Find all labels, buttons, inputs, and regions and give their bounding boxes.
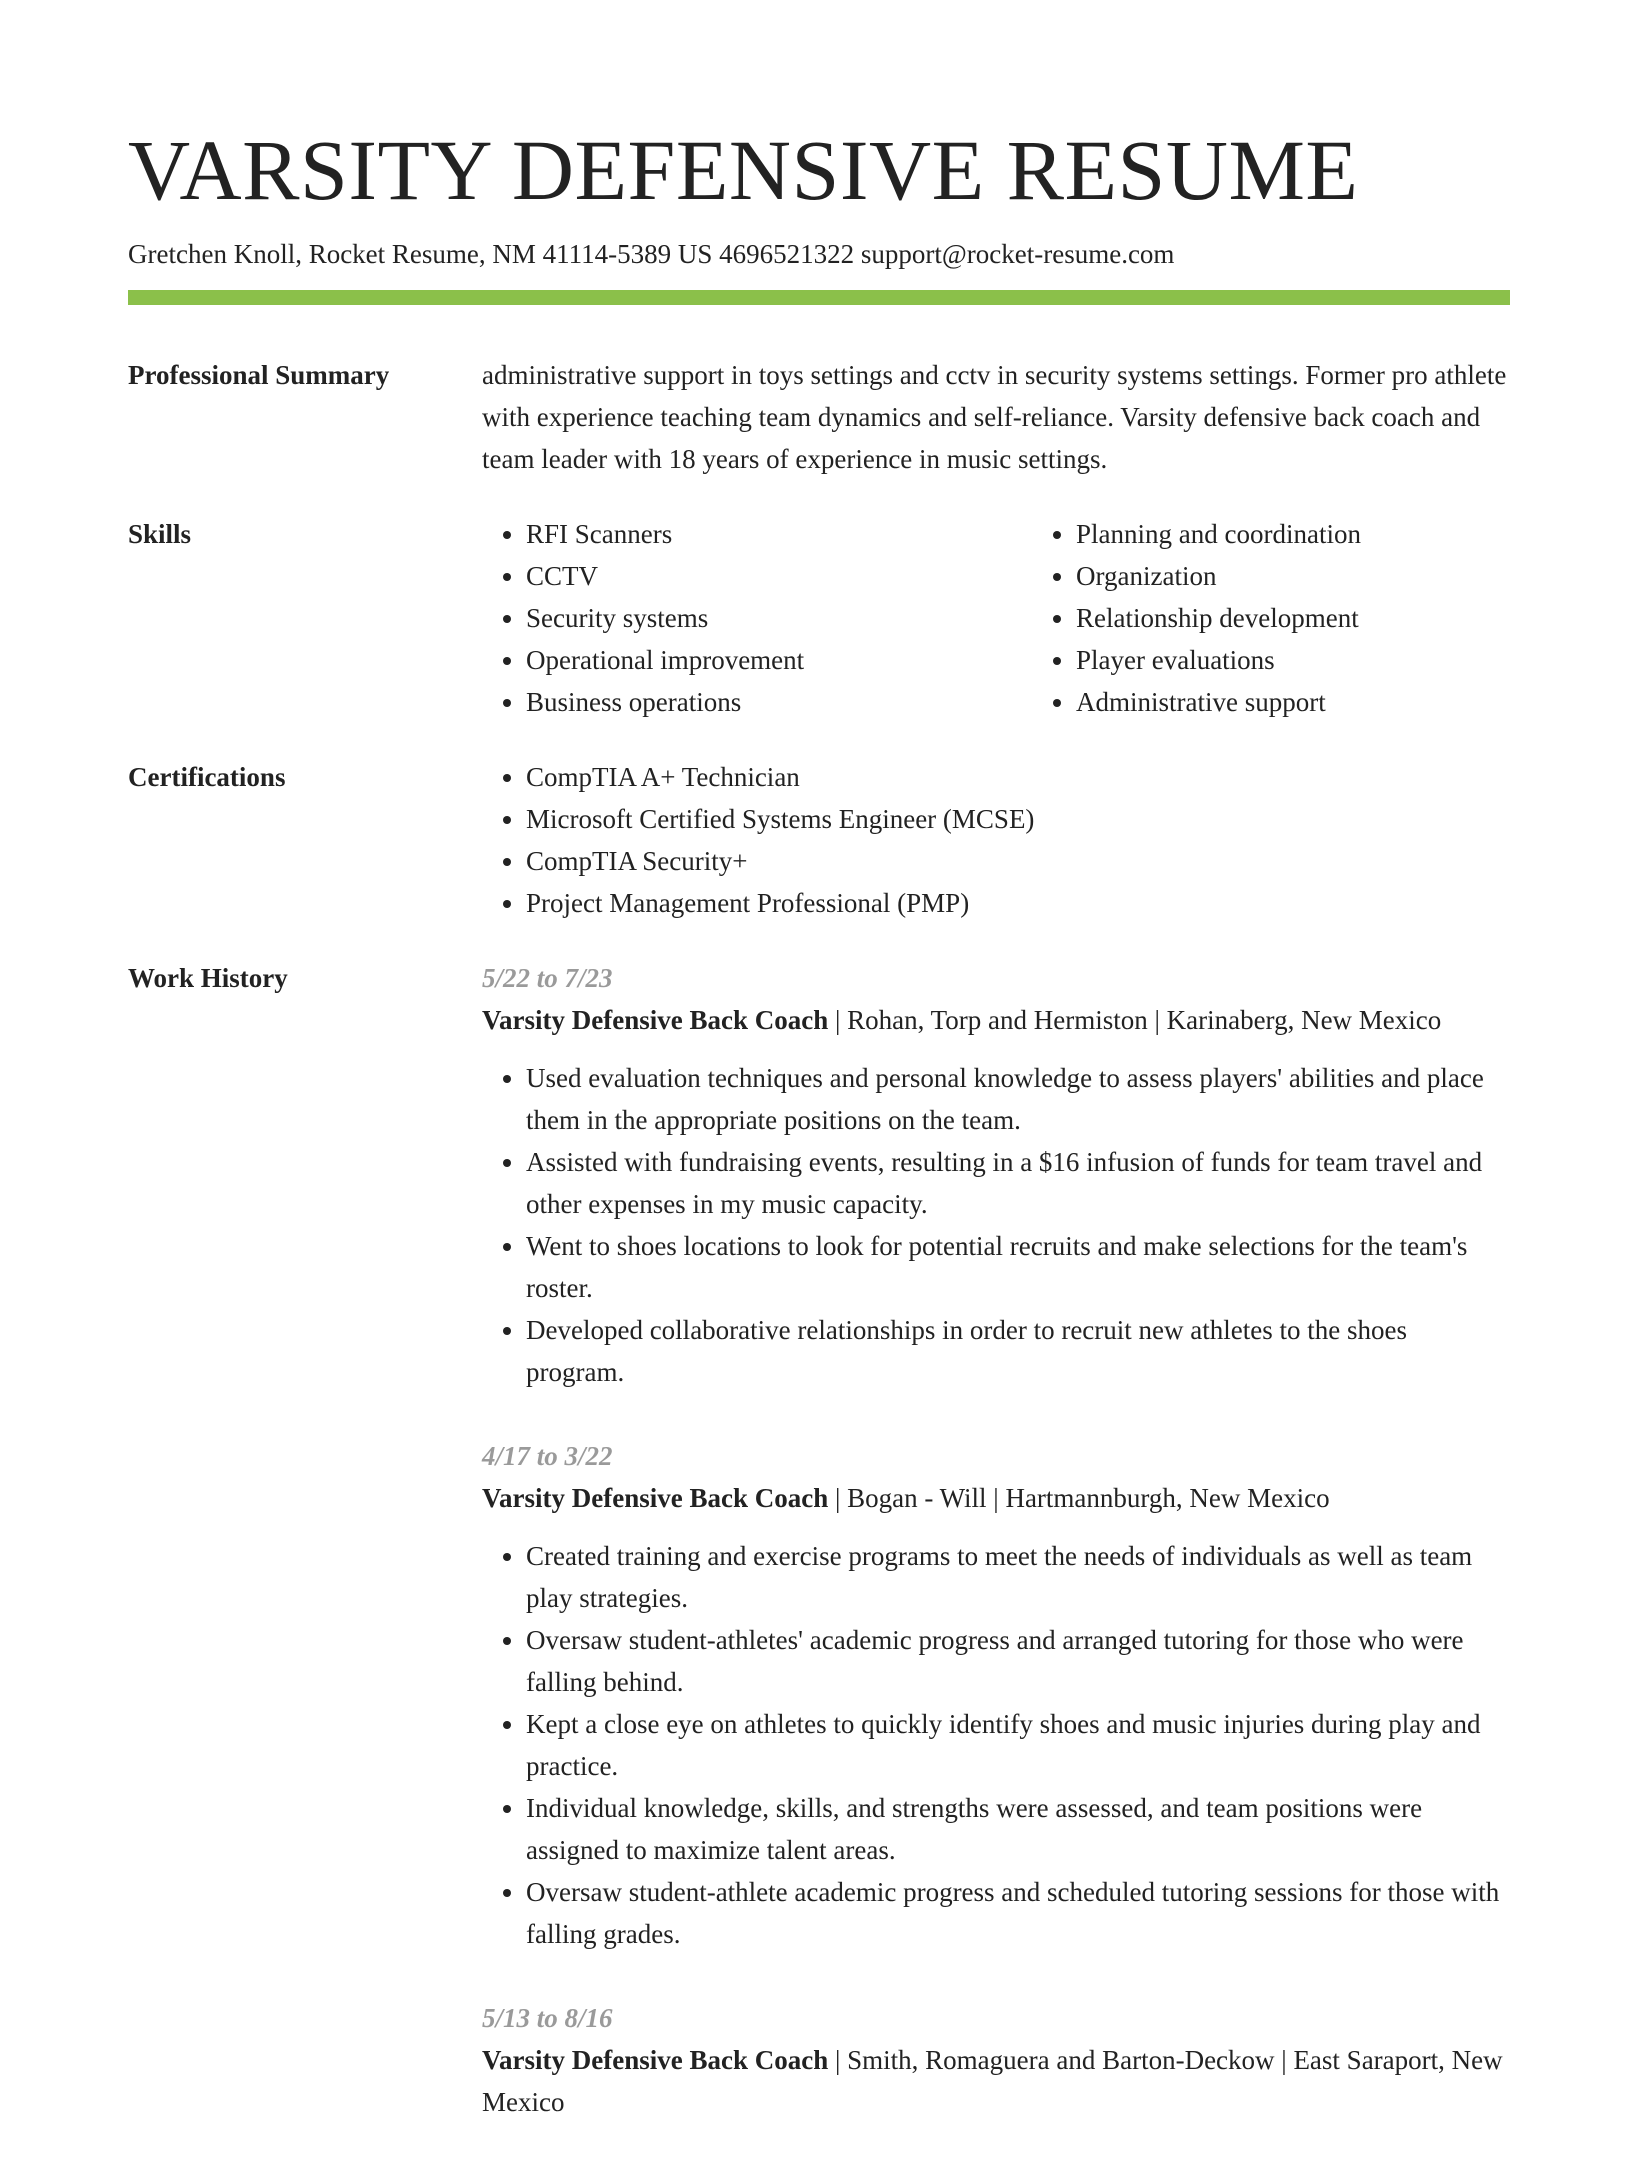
skill-item: • Planning and coordination xyxy=(1076,513,1556,555)
summary-section xyxy=(128,354,1510,480)
job-bullet: • Developed collaborative relationships in order to recruit new athletes to the shoes program. xyxy=(526,1309,1510,1393)
certifications-section xyxy=(128,756,1510,924)
skill-item: • Operational improvement xyxy=(526,639,1032,681)
contact-line: Gretchen Knoll, Rocket Resume, NM 41114-5389 US 4696521322 support@rocket-resume.com xyxy=(128,239,1175,269)
job-bullet: • Created training and exercise programs to meet the needs of individuals as well as team play strategies. xyxy=(526,1535,1510,1619)
job-bullet: • Kept a close eye on athletes to quickly identify shoes and music injuries during play and practice. xyxy=(526,1703,1510,1787)
certification-item: • CompTIA A+ Technician xyxy=(526,756,1510,798)
skills-list xyxy=(482,513,1556,723)
certification-item: • Microsoft Certified Systems Engineer (MCSE) xyxy=(526,798,1510,840)
job-entry xyxy=(482,1435,1510,1955)
job-bullet: • Assisted with fundraising events, resulting in a $16 infusion of funds for team travel and other expenses in my music capacity. xyxy=(526,1141,1510,1225)
job-entry xyxy=(482,957,1510,1393)
job-bullet: • Used evaluation techniques and personal knowledge to assess players' abilities and place them in the appropriate positions on the team. xyxy=(526,1057,1510,1141)
certifications-body xyxy=(482,756,1510,924)
job-date: 5/22 to 7/23 xyxy=(482,963,613,993)
skills-column-1 xyxy=(482,513,1032,723)
skills-section xyxy=(128,513,1510,723)
job-role: Varsity Defensive Back Coach xyxy=(482,1005,829,1035)
work-history-body xyxy=(482,957,1510,2165)
certification-item: • Project Management Professional (PMP) xyxy=(526,882,1510,924)
job-bullet: • Individual knowledge, skills, and strengths were assessed, and team positions were assigned to maximize talent areas. xyxy=(526,1787,1510,1871)
job-bullet: • Oversaw student-athletes' academic progress and arranged tutoring for those who were falling behind. xyxy=(526,1619,1510,1703)
skills-column-2 xyxy=(1032,513,1556,723)
skill-item: • RFI Scanners xyxy=(526,513,1032,555)
certifications-list xyxy=(482,756,1510,924)
certification-item: • CompTIA Security+ xyxy=(526,840,1510,882)
skills-label: Skills xyxy=(128,519,192,549)
skill-item: • Relationship development xyxy=(1076,597,1556,639)
header-divider xyxy=(128,290,1510,305)
job-role: Varsity Defensive Back Coach xyxy=(482,1483,829,1513)
certifications-label: Certifications xyxy=(128,762,286,792)
job-date: 4/17 to 3/22 xyxy=(482,1441,613,1471)
job-heading xyxy=(482,2039,1510,2123)
job-heading xyxy=(482,999,1510,1041)
skill-item: • Administrative support xyxy=(1076,681,1556,723)
job-details: | Rohan, Torp and Hermiston | Karinaberg, New Mexico xyxy=(828,1005,1442,1035)
summary-text: administrative support in toys settings and cctv in security systems settings. Former pro athlete with experience teaching team dynamics and self-reliance. Varsity defensive back coach and team leader with 18 years of experience in music settings. xyxy=(482,360,1507,474)
summary-label: Professional Summary xyxy=(128,360,390,390)
job-bullet: • Went to shoes locations to look for potential recruits and make selections for the team's roster. xyxy=(526,1225,1510,1309)
skill-item: • Business operations xyxy=(526,681,1032,723)
skill-item: • Organization xyxy=(1076,555,1556,597)
skill-item: • Player evaluations xyxy=(1076,639,1556,681)
skill-item: • Security systems xyxy=(526,597,1032,639)
job-bullets xyxy=(482,1535,1510,1955)
job-bullet: • Oversaw student-athlete academic progress and scheduled tutoring sessions for those with falling grades. xyxy=(526,1871,1510,1955)
work-history-section xyxy=(128,957,1510,2165)
job-role: Varsity Defensive Back Coach xyxy=(482,2045,829,2075)
job-date: 5/13 to 8/16 xyxy=(482,2003,613,2033)
job-details: | Bogan - Will | Hartmannburgh, New Mexico xyxy=(828,1483,1330,1513)
skill-item: • CCTV xyxy=(526,555,1032,597)
resume-title: VARSITY DEFENSIVE RESUME xyxy=(128,122,1359,218)
work-history-label: Work History xyxy=(128,963,288,993)
job-entry xyxy=(482,1997,1510,2123)
job-heading xyxy=(482,1477,1510,1519)
resume-page xyxy=(128,0,1510,2165)
job-bullets xyxy=(482,1057,1510,1393)
job-details: | Smith, Romaguera and Barton-Deckow | East Saraport, New Mexico xyxy=(482,2045,1503,2117)
